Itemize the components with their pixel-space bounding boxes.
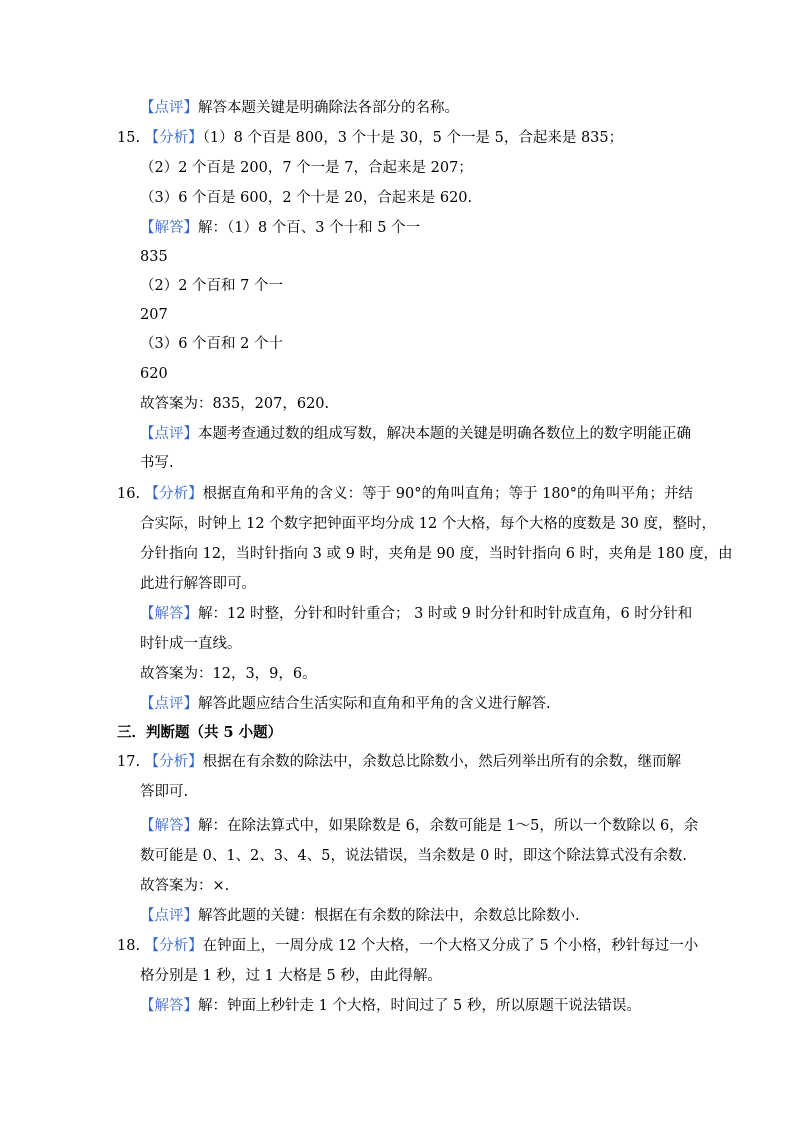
question-number-18: 18. xyxy=(117,938,141,954)
comment-tag: 【点评】 xyxy=(140,100,198,116)
question-number-15: 15. xyxy=(117,130,141,146)
q18-analysis-line-1 xyxy=(117,936,698,956)
answer-tag: 【解答】 xyxy=(140,998,198,1014)
analysis-tag: 【分析】 xyxy=(144,130,203,146)
q14-comment-text: 解答本题关键是明确除法各部分的名称。 xyxy=(198,100,459,116)
analysis-tag: 【分析】 xyxy=(144,486,203,502)
answer-tag: 【解答】 xyxy=(140,606,198,622)
q15-answer-line-2: （2）2 个百和 7 个一 xyxy=(140,278,284,294)
analysis-tag: 【分析】 xyxy=(144,754,203,770)
answer-tag: 【解答】 xyxy=(140,220,198,236)
q15-comment-text-1: 本题考查通过数的组成写数，解决本题的关键是明确各数位上的数字明能正确 xyxy=(198,426,691,442)
q17-answer-line-2: 数可能是 0、1、2、3、4、5，说法错误，当余数是 0 时，即这个除法算式没有余数. xyxy=(140,848,688,864)
q16-analysis-line-4: 此进行解答即可。 xyxy=(140,576,256,592)
q15-answer-line-3: （3）6 个百和 2 个十 xyxy=(140,336,284,352)
q15-answer-text-1: 解：（1）8 个百、3 个十和 5 个一 xyxy=(198,220,421,236)
q16-answer-line-1 xyxy=(140,604,692,624)
q17-analysis-line-1 xyxy=(117,752,681,772)
comment-tag: 【点评】 xyxy=(140,696,198,712)
comment-tag: 【点评】 xyxy=(140,908,198,924)
q18-analysis-text-1: 在钟面上，一周分成 12 个大格，一个大格又分成了 5 个小格，秒针每过一小 xyxy=(202,938,699,954)
q16-answer-text-1: 解：12 时整，分针和时针重合； 3 时或 9 时分针和时针成直角，6 时分针和 xyxy=(198,606,693,622)
answer-tag: 【解答】 xyxy=(140,818,198,834)
question-number-17: 17. xyxy=(117,754,141,770)
q16-analysis-text-1: 根据直角和平角的含义：等于 90°的角叫直角；等于 180°的角叫平角；并结 xyxy=(202,486,694,502)
q18-answer-text-1: 解：钟面上秒针走 1 个大格，时间过了 5 秒，所以原题干说法错误。 xyxy=(198,998,641,1014)
q15-final-answer: 故答案为：835，207，620. xyxy=(140,396,330,412)
question-number-16: 16. xyxy=(117,486,141,502)
q17-comment-line xyxy=(140,906,580,926)
q17-analysis-line-2: 答即可. xyxy=(140,784,189,800)
q17-answer-text-1: 解：在除法算式中，如果除数是 6，余数可能是 1～5，所以一个数除以 6，余 xyxy=(198,818,699,834)
q15-analysis-line-3: （3）6 个百是 600，2 个十是 20，合起来是 620. xyxy=(140,190,473,206)
q16-final-answer: 故答案为：12，3，9，6。 xyxy=(140,666,317,682)
q15-analysis-line-1 xyxy=(117,128,623,148)
q15-answer-value-1: 835 xyxy=(140,249,168,265)
q18-answer-line-1 xyxy=(140,996,641,1016)
q18-analysis-line-2: 格分别是 1 秒，过 1 大格是 5 秒，由此得解。 xyxy=(140,968,442,984)
q17-answer-line-1 xyxy=(140,816,698,836)
analysis-tag: 【分析】 xyxy=(144,938,203,954)
q16-analysis-line-3: 分针指向 12，当时针指向 3 或 9 时，夹角是 90 度，当时针指向 6 时，夹角是 180 度，由 xyxy=(140,546,733,562)
q15-comment-line-2: 书写. xyxy=(140,455,174,471)
q15-answer-line-1 xyxy=(140,218,420,238)
q14-comment-line xyxy=(140,98,459,118)
comment-tag: 【点评】 xyxy=(140,426,198,442)
q15-answer-value-2: 207 xyxy=(140,307,168,323)
q16-comment-line xyxy=(140,694,551,714)
section-heading: 三．判断题（共 5 小题） xyxy=(117,724,283,741)
q16-analysis-line-1 xyxy=(117,484,693,504)
q17-analysis-text-1: 根据在有余数的除法中，余数总比除数小，然后列举出所有的余数，继而解 xyxy=(202,754,682,770)
q17-comment-text: 解答此题的关键：根据在有余数的除法中，余数总比除数小. xyxy=(198,908,580,924)
q16-comment-text: 解答此题应结合生活实际和直角和平角的含义进行解答. xyxy=(198,696,551,712)
q16-analysis-line-2: 合实际，时钟上 12 个数字把钟面平均分成 12 个大格，每个大格的度数是 30 度，整时， xyxy=(140,516,717,532)
q15-answer-value-3: 620 xyxy=(140,366,168,382)
q15-analysis-line-2: （2）2 个百是 200，7 个一是 7，合起来是 207； xyxy=(140,160,473,176)
q16-answer-line-2: 时针成一直线。 xyxy=(140,636,242,652)
q15-analysis-text-1: （1）8 个百是 800，3 个十是 30，5 个一是 5，合起来是 835； xyxy=(202,130,624,146)
q17-final-answer: 故答案为：×. xyxy=(140,878,230,894)
q15-comment-line-1 xyxy=(140,424,691,444)
